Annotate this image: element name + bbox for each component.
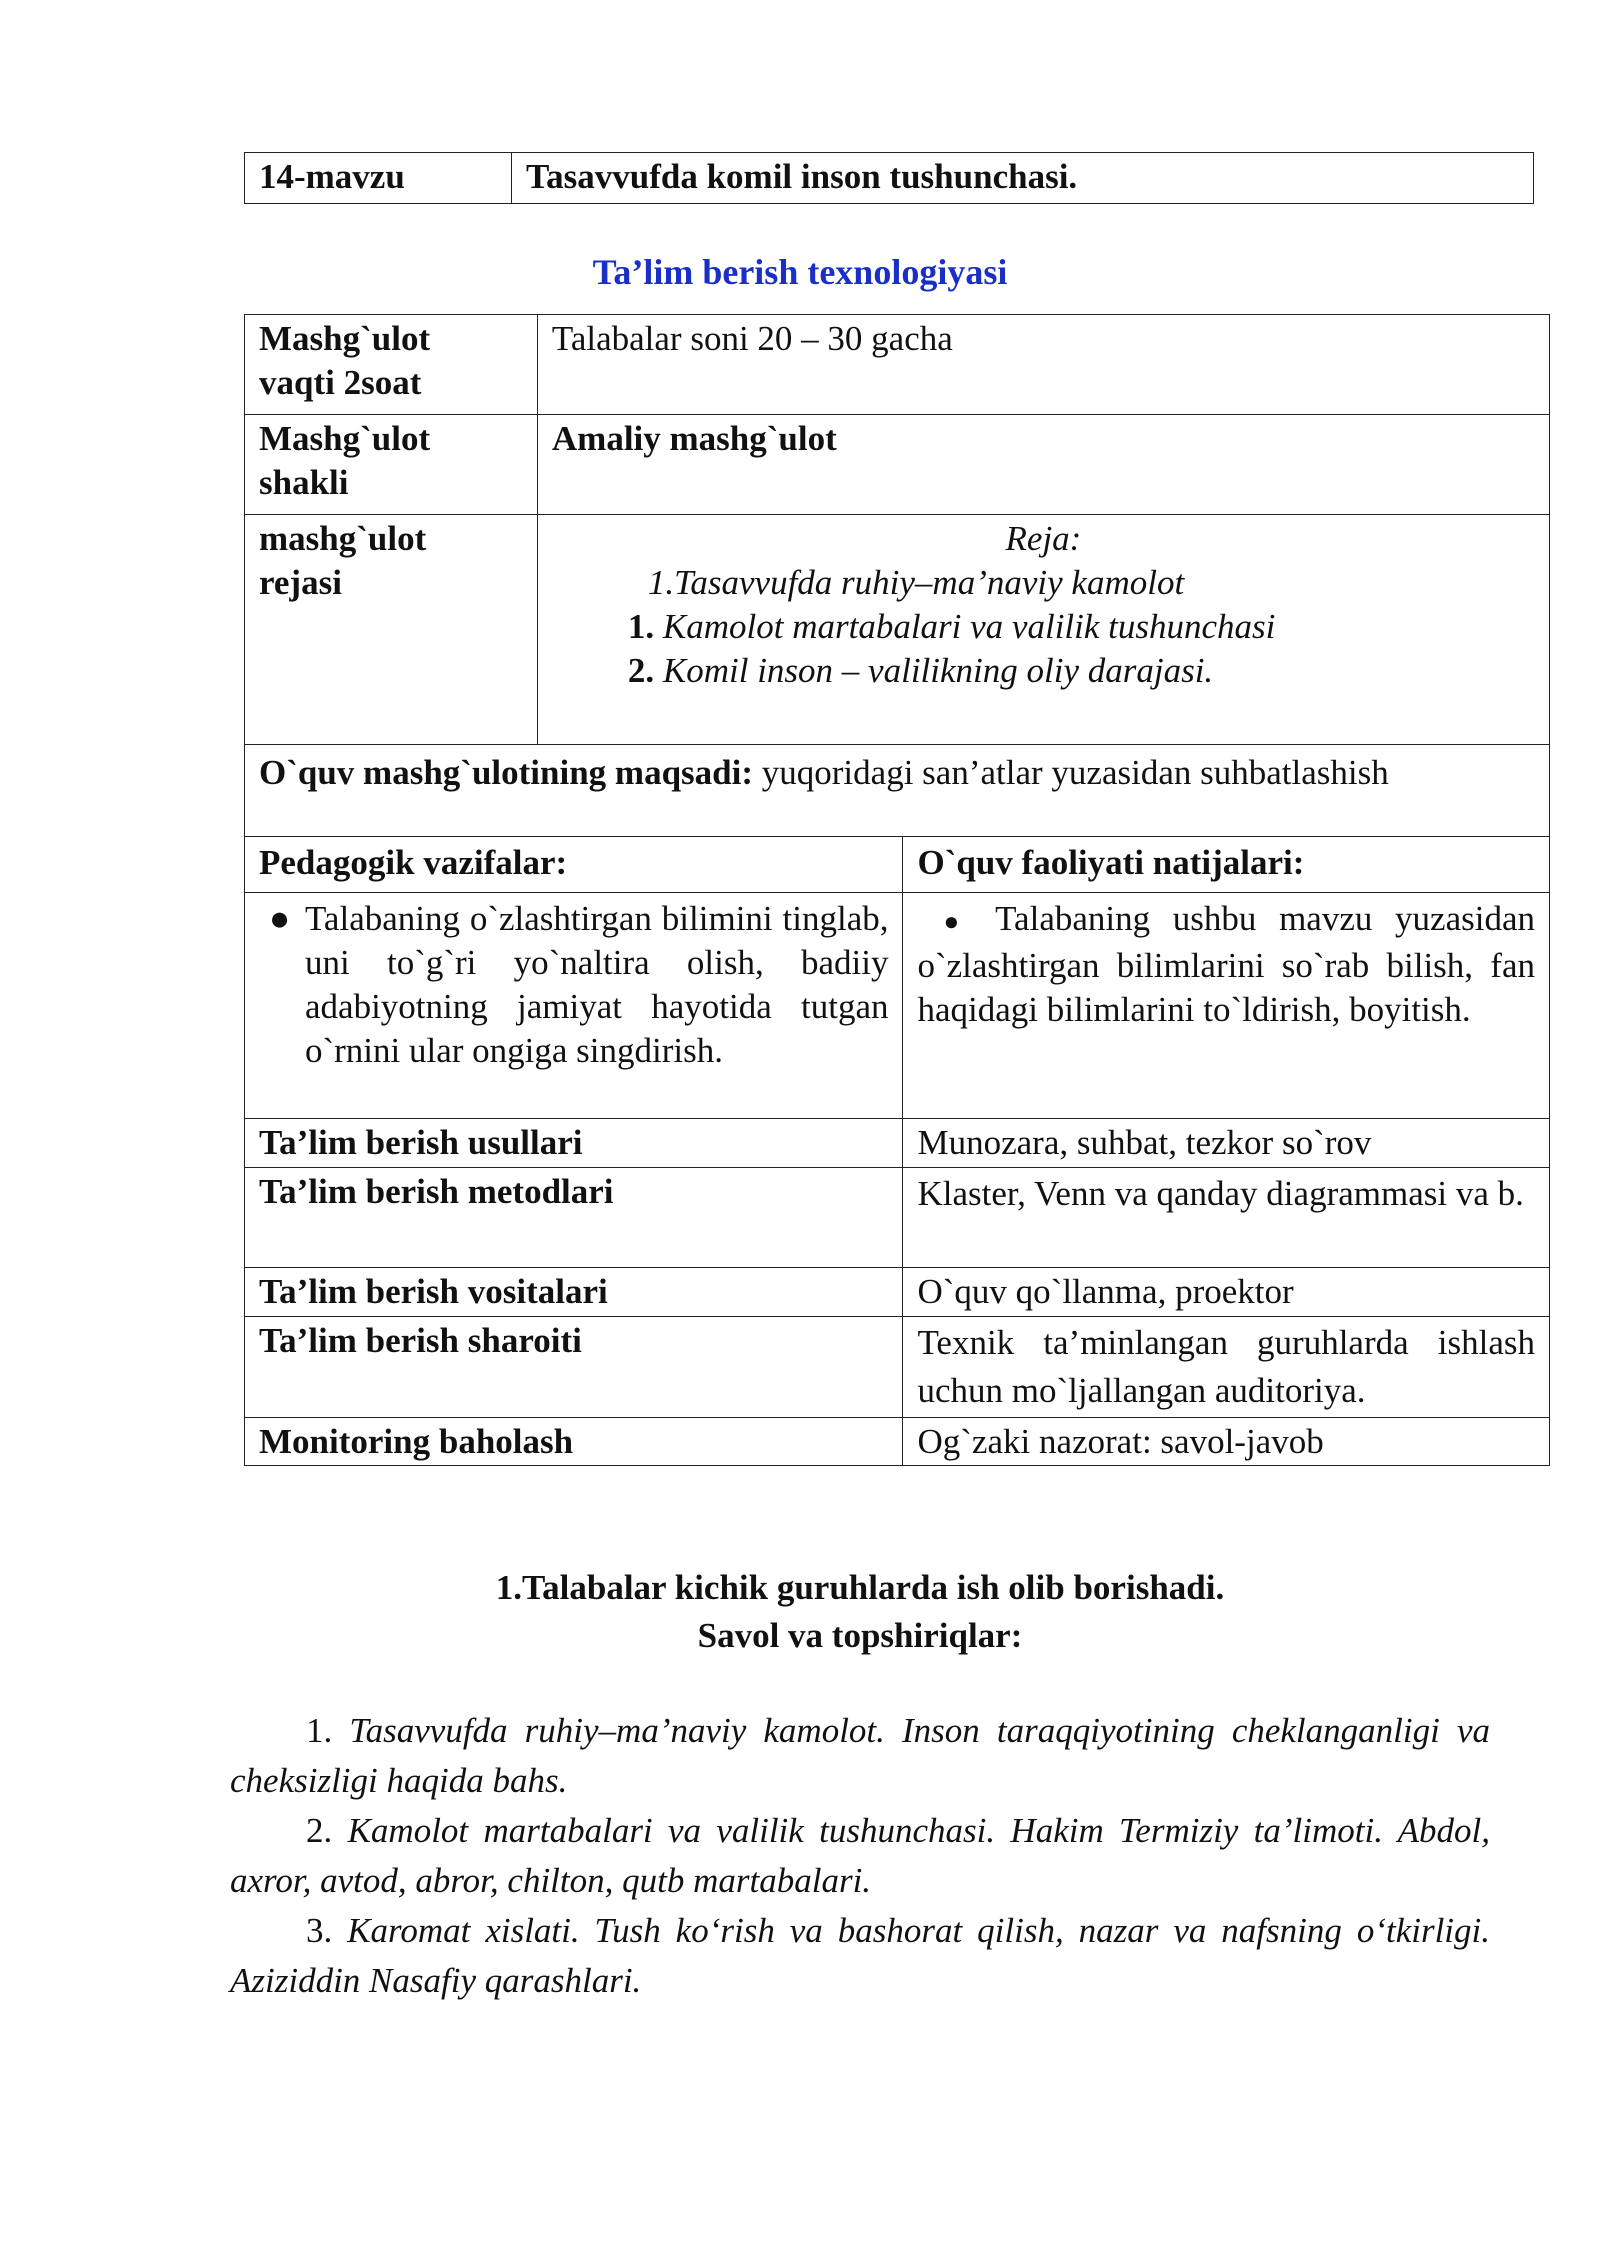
- technology-table: [244, 314, 1550, 1466]
- time-label-line2: vaqti 2soat: [259, 362, 422, 402]
- plan-label-line1: mashg`ulot: [259, 519, 427, 558]
- time-label: [245, 315, 538, 415]
- plan-item-2-number: 1.: [627, 607, 655, 646]
- method-value: Texnik ta’minlangan guruhlarda ishlash uchun mo`ljallangan auditoriya.: [903, 1316, 1550, 1417]
- goal-cell: [245, 745, 1550, 837]
- bullet-icon: ●: [269, 899, 291, 938]
- plan-item-2-text: Kamolot martabalari va valilik tushunchasi: [662, 607, 1276, 646]
- row-method-1: [245, 1119, 1550, 1168]
- pedagogical-tasks-list: [259, 897, 888, 1073]
- questions-heading: Savol va topshiriqlar:: [697, 1616, 1023, 1655]
- question-number: 1.: [306, 1711, 333, 1750]
- form-value: Amaliy mashg`ulot: [537, 415, 1549, 515]
- row-plan: [245, 515, 1550, 745]
- plan-heading: Reja:: [1005, 519, 1082, 558]
- time-label-line1: Mashg`ulot: [259, 319, 431, 358]
- plan-item-3-text: Komil inson – valilikning oliy darajasi.: [662, 651, 1214, 690]
- row-form: [245, 415, 1550, 515]
- plan-content: [537, 515, 1549, 745]
- row-tasks-body: [245, 893, 1550, 1119]
- row-method-5: [245, 1417, 1550, 1466]
- method-label: Ta’lim berish vositalari: [245, 1267, 903, 1316]
- form-label-line2: shakli: [259, 462, 349, 502]
- learning-result-item: [917, 897, 1535, 1032]
- row-goal: [245, 745, 1550, 837]
- question-text: Karomat xislati. Tush ko‘rish va bashorat qilish, nazar va nafsning o‘tkirligi. Aziziddin Nasafiy qarashlari.: [230, 1911, 1490, 2000]
- method-value: Klaster, Venn va qanday diagrammasi va b.: [903, 1167, 1550, 1267]
- topic-row: [245, 153, 1534, 204]
- method-label: Ta’lim berish usullari: [245, 1119, 903, 1168]
- plan-item-1: 1.Tasavvufda ruhiy–ma’naviy kamolot: [647, 563, 1185, 602]
- form-label-line1: Mashg`ulot: [259, 419, 431, 458]
- bullet-icon: ●: [943, 907, 974, 936]
- plan-item-2: [552, 605, 1535, 649]
- learning-results-cell: [903, 893, 1550, 1119]
- row-method-2: [245, 1167, 1550, 1267]
- method-value: Og`zaki nazorat: savol-javob: [903, 1417, 1550, 1466]
- learning-results-header: O`quv faoliyati natijalari:: [903, 837, 1550, 893]
- question-item: [230, 1706, 1490, 1806]
- method-label: Monitoring baholash: [245, 1417, 903, 1466]
- row-time: [245, 315, 1550, 415]
- method-label: Ta’lim berish sharoiti: [245, 1316, 903, 1417]
- question-number: 3.: [306, 1911, 333, 1950]
- goal-label: O`quv mashg`ulotining maqsadi:: [259, 753, 754, 792]
- plan-label-line2: rejasi: [259, 562, 342, 602]
- pedagogical-task-text: Talabaning o`zlashtirgan bilimini tinglab, uni to`g`ri yo`naltira olish, badiiy adabiyotning jamiyat hayotida tutgan o`rnini ular ongiga singdirish.: [305, 899, 889, 1070]
- method-value: O`quv qo`llanma, proektor: [903, 1267, 1550, 1316]
- method-value: Munozara, suhbat, tezkor so`rov: [903, 1119, 1550, 1168]
- group-work-heading: 1.Talabalar kichik guruhlarda ish olib borishadi.: [495, 1568, 1225, 1607]
- question-number: 2.: [306, 1811, 333, 1850]
- row-tasks-header: [245, 837, 1550, 893]
- row-method-4: [245, 1316, 1550, 1417]
- pedagogical-tasks-header: Pedagogik vazifalar:: [245, 837, 903, 893]
- technology-title: Ta’lim berish texnologiyasi: [592, 252, 1008, 292]
- pedagogical-task-item: [269, 897, 889, 1073]
- method-label: Ta’lim berish metodlari: [245, 1167, 903, 1267]
- topic-number: 14-mavzu: [245, 153, 512, 204]
- goal-value: yuqoridagi san’atlar yuzasidan suhbatlashish: [761, 753, 1389, 792]
- question-item: [230, 1806, 1490, 1906]
- question-item: [230, 1906, 1490, 2006]
- topic-title: Tasavvufda komil inson tushunchasi.: [512, 153, 1534, 204]
- row-method-3: [245, 1267, 1550, 1316]
- learning-result-text: Talabaning ushbu mavzu yuzasidan o`zlashtirgan bilimlarini so`rab bilish, fan haqidagi bilimlarini to`ldirish, boyitish.: [917, 899, 1535, 1029]
- pedagogical-tasks-cell: [245, 893, 903, 1119]
- time-value: Talabalar soni 20 – 30 gacha: [537, 315, 1549, 415]
- topic-table: [244, 152, 1534, 204]
- question-text: Tasavvufda ruhiy–ma’naviy kamolot. Inson taraqqiyotining cheklanganligi va cheksizligi haqida bahs.: [230, 1711, 1490, 1800]
- form-label: [245, 415, 538, 515]
- plan-item-3-number: 2.: [627, 651, 655, 690]
- question-text: Kamolot martabalari va valilik tushunchasi. Hakim Termiziy ta’limoti. Abdol, axror, avtod, abror, chilton, qutb martabalari.: [230, 1811, 1491, 1900]
- plan-label: [245, 515, 538, 745]
- plan-item-3: [552, 649, 1535, 693]
